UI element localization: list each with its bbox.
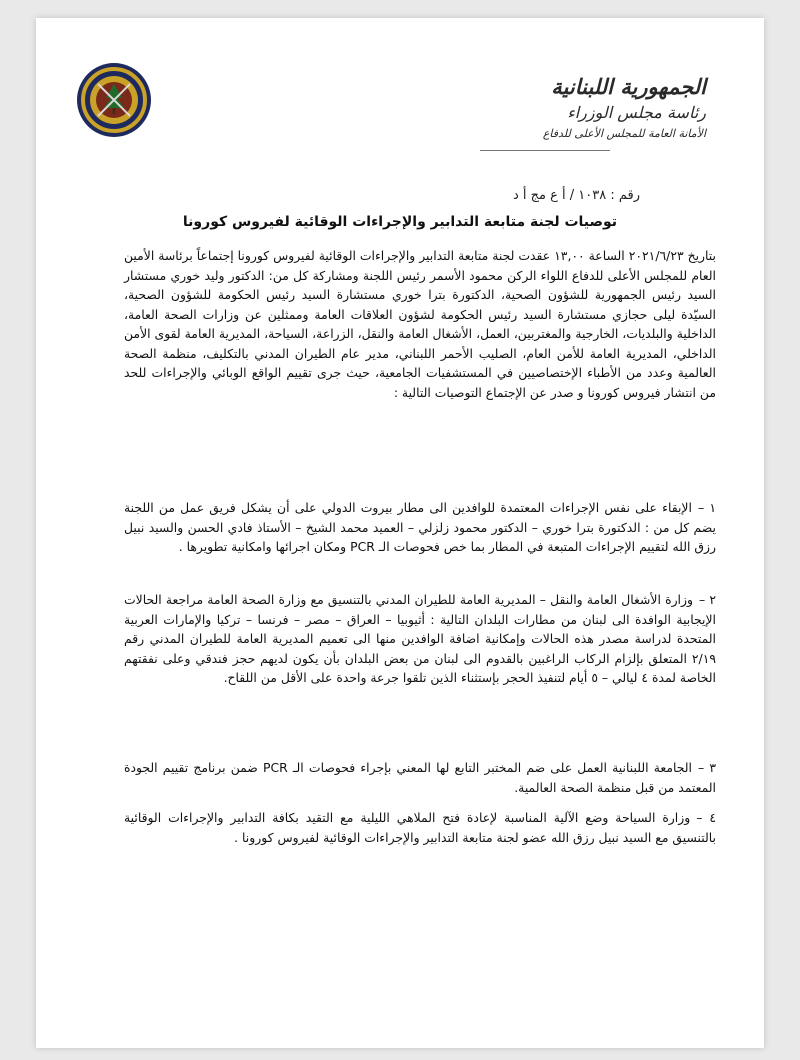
recommendation-item xyxy=(124,808,716,847)
intro-paragraph: بتاريخ ٢٠٢١/٦/٢٣ الساعة ١٣,٠٠ عقدت لجنة متابعة التدابير والإجراءات الوقائية لفيروس كورونا إجتماعاً برئاسة الأمين العام للمجلس الأعلى للدفاع اللواء الركن محمود الأسمر رئيس اللجنة ومشاركة كل من: الدكتور وليد خوري مستشار السيد رئيس الجمهورية للشؤون الصحية، الدكتورة بترا خوري مستشارة السيد رئيس الحكومة للشؤون الصحية، السيّدة ليلى حجازي مستشارة السيد رئيس الحكومة لشؤون العلاقات العامة وممثلين عن وزارات الصحة العامة، الداخلية والبلديات، الخارجية والمغتربين، العمل، الأشغال العامة والنقل، الزراعة، السياحة، المديرية العامة لقوى الأمن الداخلي، المديرية العامة للأمن العام، الصليب الأحمر اللبناني، مدير عام الطيران المدني بالتكليف، منظمة الصحة العالمية وعدد من الأطباء الإختصاصيين في المستشفيات الجامعية، حيث جرى تقييم الواقع الوبائي والإجراءات للحد من انتشار فيروس كورونا و صدر عن الإجتماع التوصيات التالية : xyxy=(124,248,716,400)
item-number: ٣ – xyxy=(697,760,717,775)
recommendation-item xyxy=(124,590,716,688)
document-title: توصيات لجنة متابعة التدابير والإجراءات الوقائية لفيروس كورونا xyxy=(182,214,618,230)
item-text: وزارة الأشغال العامة والنقل – المديرية العامة للطيران المدني بالتنسيق مع وزارة الصحة العامة مراجعة الحالات الإيجابية الوافدة الى لبنان من مطارات البلدان التالية : أثيوبيا – العراق – مصر – فرنسا – تركيا والإمارات العربية المتحدة لدراسة مصدر هذه الحالات وإمكانية اضافة الوافدين منها الى تعميم المديرية العامة للطيران المدني رقم ٢/١٩ المتعلق بإلزام الركاب الراغبين بالقدوم الى لبنان من بعض البلدان بأن يكون لديهم حجز فندقي وعلى نفقتهم الخاصة لمدة ٤ ليالي – ٥ أيام لتنفيذ الحجر بإستثناء الذين تلقوا جرعة واحدة على الأقل من اللقاح. xyxy=(124,592,716,685)
letterhead-secretariat: الأمانة العامة للمجلس الأعلى للدفاع xyxy=(542,127,706,140)
item-text: وزارة السياحة وضع الآلية المناسبة لإعادة فتح الملاهي الليلية مع التقيد بكافة التدابير والإجراءات الوقائية بالتنسيق مع السيد نبيل رزق الله عضو لجنة متابعة التدابير والإجراءات الوقائية لفيروس كورونا . xyxy=(124,810,716,845)
letterhead-republic: الجمهورية اللبنانية xyxy=(551,74,706,99)
lebanese-army-seal-icon xyxy=(76,62,152,138)
recommendation-item xyxy=(124,758,716,797)
letterhead-presidency: رئاسة مجلس الوزراء xyxy=(567,103,706,122)
item-number: ٤ – xyxy=(696,810,716,825)
letterhead xyxy=(446,74,706,151)
letterhead-divider xyxy=(480,150,610,151)
recommendation-item xyxy=(124,498,716,557)
reference-number: رقم : ١٠٣٨ / أ ع مج أ د xyxy=(512,188,640,203)
item-text: الجامعة اللبنانية العمل على ضم المختبر التابع لها المعني بإجراء فحوصات الـ PCR ضمن برنامج تقييم الجودة المعتمد من قبل منظمة الصحة العالمية. xyxy=(124,760,716,795)
item-text: الإبقاء على نفس الإجراءات المعتمدة للوافدين الى مطار بيروت الدولي على أن يشكل فريق عمل من اللجنة يضم كل من : الدكتورة بترا خوري – الدكتور محمود زلزلي – العميد محمد الشيخ – الأستاذ فادي الحسن والسيد نبيل رزق الله لتقييم الإجراءات المتبعة في المطار بما خص فحوصات الـ PCR ومكان اجرائها وامكانية تطويرها . xyxy=(124,500,716,554)
item-number: ٢ – xyxy=(698,592,716,607)
document-page xyxy=(36,18,764,1048)
item-number: ١ – xyxy=(697,500,717,515)
